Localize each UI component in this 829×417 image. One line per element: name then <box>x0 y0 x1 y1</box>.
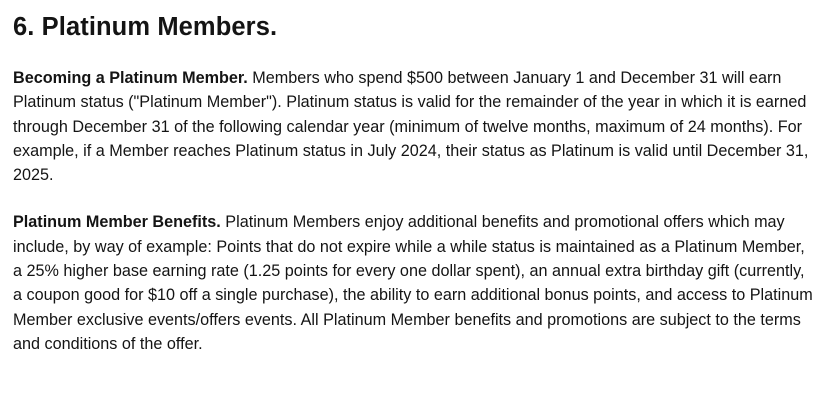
paragraph-body-text: Platinum Members enjoy additional benefits and promotional offers which may include, by way of example: Points that do not expire while a while status is maintained as a Platinum Member, a 25% higher base earning rate (1.25 points for every one dollar spent), an annual extra birthday gift (currently, a coupon good for $10 off a single purchase), the ability to earn additional bonus points, and access to Platinum Member exclusive events/offers events. All Platinum Member benefits and promotions are subject to the terms and conditions of the offer. <box>13 213 813 353</box>
paragraph-lead-heading: Platinum Member Benefits. <box>13 213 221 232</box>
paragraph-body-text: Members who spend $500 between January 1 and December 31 will earn Platinum status ("Platinum Member"). Platinum status is valid for the remainder of the year in which it is earned through December 31 of the following calendar year (minimum of twelve months, maximum of 24 months). For example, if a Member reaches Platinum status in July 2024, their status as Platinum is valid until December 31, 2025. <box>13 69 809 185</box>
paragraph-lead-heading: Becoming a Platinum Member. <box>13 69 248 87</box>
paragraph-platinum-benefits <box>13 210 815 356</box>
paragraph-becoming-platinum <box>13 66 815 187</box>
section-title: 6. Platinum Members. <box>13 13 278 41</box>
